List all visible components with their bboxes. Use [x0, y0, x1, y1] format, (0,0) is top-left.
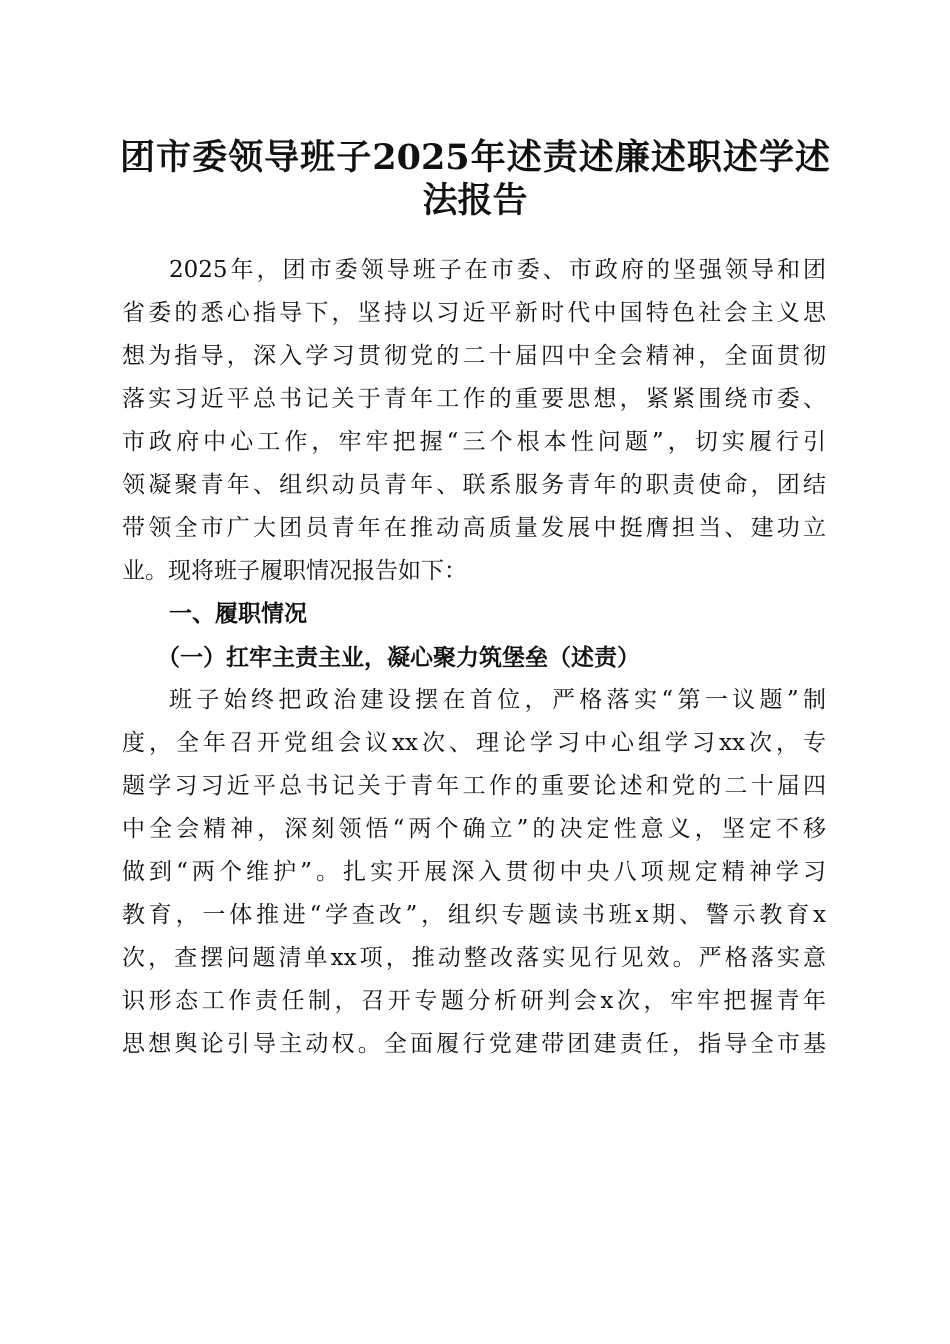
text-line: 市政府中心工作，牢牢把握“三个根本性问题”，切实履行引 — [122, 429, 826, 455]
text-line: 做到“两个维护”。扎实开展深入贯彻中央八项规定精神学习 — [122, 859, 826, 885]
subsection-heading: （一）扛牢主责主业，凝心聚力筑堡垒（述责） — [157, 644, 640, 671]
document-title — [120, 136, 830, 222]
text-line: 中全会精神，深刻领悟“两个确立”的决定性意义，坚定不移 — [122, 816, 826, 842]
title-line-2: 法报告 — [422, 180, 528, 221]
text-line: 带领全市广大团员青年在推动高质量发展中挺膺担当、建功立 — [122, 515, 826, 541]
document-body — [122, 249, 826, 1066]
text-line: 度，全年召开党组会议xx次、理论学习中心组学习xx次，专 — [122, 730, 826, 756]
text-line: 落实习近平总书记关于青年工作的重要思想，紧紧围绕市委、 — [122, 386, 826, 412]
text-line: 识形态工作责任制，召开专题分析研判会x次，牢牢把握青年 — [122, 988, 826, 1014]
text-line: 2025年，团市委领导班子在市委、市政府的坚强领导和团 — [169, 257, 826, 283]
text-line: 想为指导，深入学习贯彻党的二十届四中全会精神，全面贯彻 — [122, 343, 826, 369]
text-line: 班子始终把政治建设摆在首位，严格落实“第一议题”制 — [169, 687, 826, 713]
text-line: 次，查摆问题清单xx项，推动整改落实见行见效。严格落实意 — [122, 945, 826, 971]
text-line: 领凝聚青年、组织动员青年、联系服务青年的职责使命，团结 — [122, 472, 826, 498]
text-line: 省委的悉心指导下，坚持以习近平新时代中国特色社会主义思 — [122, 300, 826, 326]
title-line-1: 团市委领导班子2025年述责述廉述职述学述 — [120, 137, 830, 178]
paragraph-intro — [122, 249, 826, 593]
section-heading: 一、履职情况 — [169, 601, 307, 627]
paragraph-body — [122, 679, 826, 1066]
text-line: 题学习习近平总书记关于青年工作的重要论述和党的二十届四 — [122, 773, 826, 799]
text-line: 思想舆论引导主动权。全面履行党建带团建责任，指导全市基 — [122, 1031, 826, 1057]
text-line: 业。现将班子履职情况报告如下： — [122, 558, 467, 584]
text-line: 教育，一体推进“学查改”，组织专题读书班x期、警示教育x — [122, 902, 826, 928]
